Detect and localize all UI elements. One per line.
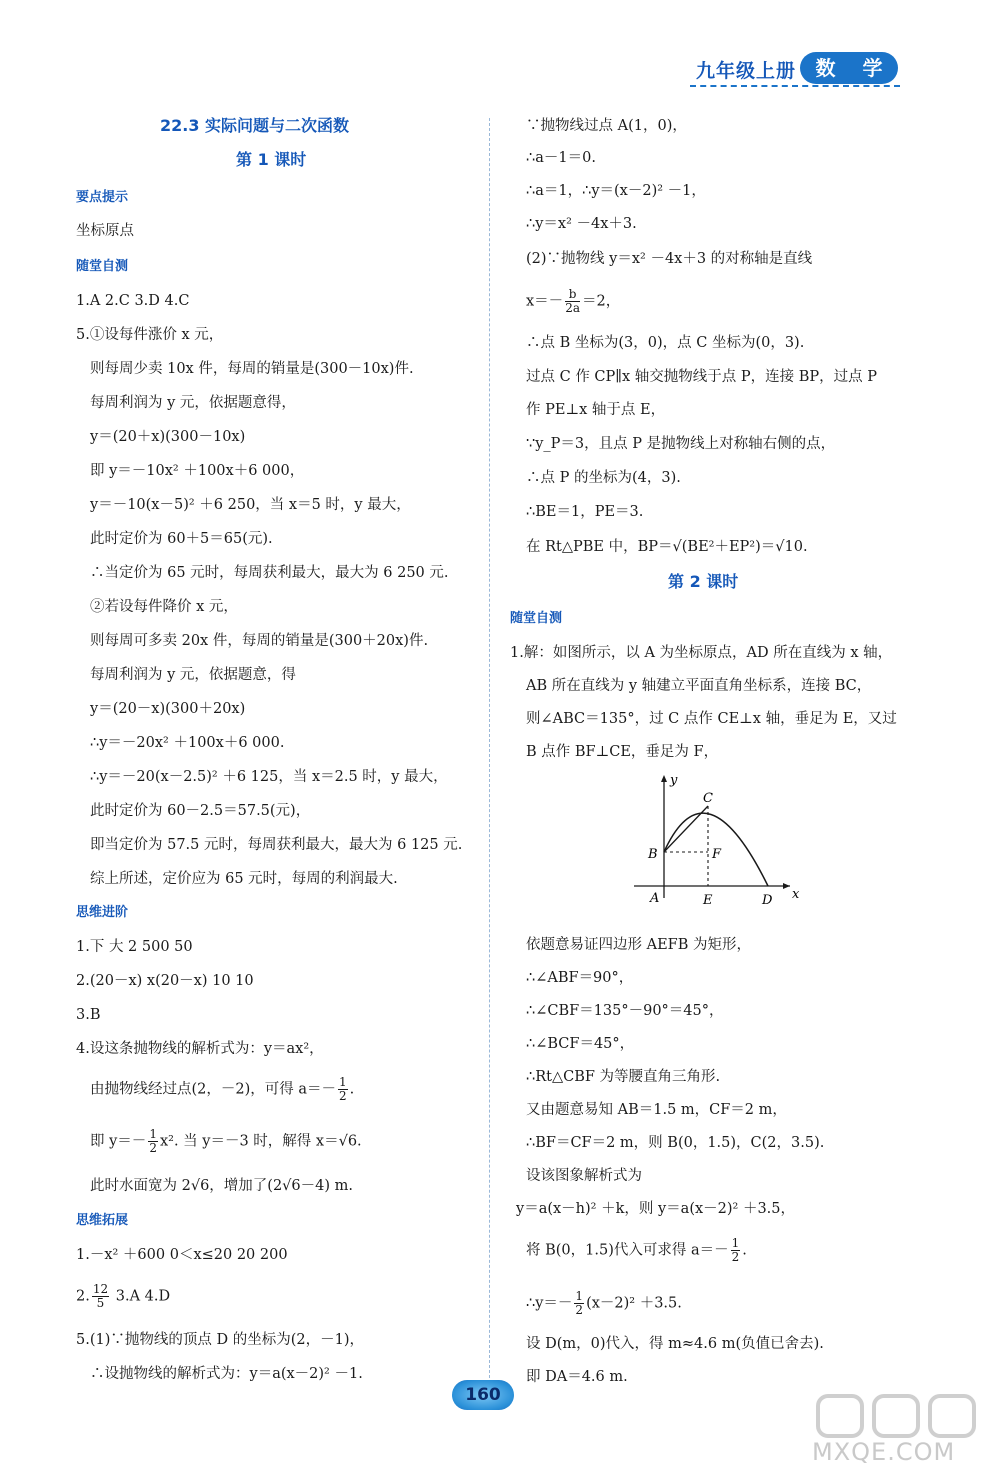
answer-line: 则每周少卖 10x 件，每周的销量是(300－10x)件.: [90, 361, 414, 377]
label-c: C: [703, 791, 713, 806]
heading-key-points: 要点提示: [76, 190, 129, 205]
key-points-answer: 坐标原点: [76, 223, 134, 239]
answer-line: AB 所在直线为 y 轴建立平面直角坐标系，连接 BC，: [526, 678, 872, 694]
answer-line: ∴BE＝1，PE＝3.: [526, 504, 644, 520]
heading-self-test-2: 随堂自测: [510, 611, 563, 626]
answer-line: y＝a(x－h)² ＋k，则 y＝a(x－2)² ＋3.5，: [516, 1201, 796, 1217]
page-number: 160: [452, 1380, 514, 1410]
fraction: $\frac{1}{2}$: [149, 1127, 157, 1155]
answer-line: 在 Rt△PBE 中，BP＝√(BE²＋EP²)＝√10.: [526, 539, 808, 555]
answer-line: 即 y＝－10x² ＋100x＋6 000，: [90, 463, 305, 479]
answer-line: y＝(20－x)(300＋20x): [90, 701, 246, 717]
answer-line: 即当定价为 57.5 元时，每周获利最大，最大为 6 125 元.: [90, 837, 463, 853]
label-d: D: [762, 893, 773, 908]
label-y: y: [670, 773, 678, 788]
answer-line: 2. $\frac{12}{5}$ 3.A 4.D: [76, 1282, 171, 1310]
answer-line: (2)∵抛物线 y＝x² －4x＋3 的对称轴是直线: [526, 251, 813, 267]
subject-badge: 数 学: [800, 52, 898, 84]
header-underline: [690, 85, 900, 87]
answer-line: 设该图象解析式为: [526, 1168, 642, 1184]
answer-line: ∴∠BCF＝45°，: [526, 1036, 635, 1052]
answer-line: 此时定价为 60＋5＝65(元).: [90, 531, 273, 547]
answer-line: ∴∠CBF＝135°－90°＝45°，: [526, 1003, 724, 1019]
section-title: 22.3 实际问题与二次函数: [160, 116, 350, 135]
answer-line: ∴当定价为 65 元时，每周获利最大，最大为 6 250 元.: [90, 565, 449, 581]
answer-line: 此时水面宽为 2√6，增加了(2√6－4) m.: [90, 1178, 353, 1194]
label-b: B: [648, 847, 658, 862]
answer-line: 由抛物线经过点(2，－2)，可得 a＝－ $\frac{1}{2}$ .: [90, 1075, 355, 1103]
lesson-1-title: 第 1 课时: [236, 150, 307, 169]
answer-line: ∴设抛物线的解析式为：y＝a(x－2)² －1.: [90, 1366, 363, 1382]
answer-line: ∴y＝－ $\frac{1}{2}$ (x－2)² ＋3.5.: [526, 1289, 682, 1317]
answer-line: x＝－ $\frac{b}{2a}$ ＝2，: [526, 287, 621, 315]
answer-line: 5.①设每件涨价 x 元，: [76, 327, 224, 343]
answer-line: ∵y_P＝3，且点 P 是抛物线上对称轴右侧的点，: [526, 436, 836, 452]
answer-line: ∴点 B 坐标为(3，0)，点 C 坐标为(0，3).: [526, 335, 805, 351]
grade-label: 九年级上册: [696, 60, 797, 82]
answer-line: ∴Rt△CBF 为等腰直角三角形.: [526, 1069, 721, 1085]
parabola-figure: [620, 770, 800, 910]
fraction: $\frac{b}{2a}$: [565, 287, 580, 315]
label-e: E: [703, 893, 713, 908]
answer-line: 每周利润为 y 元，依据题意得，: [90, 395, 296, 411]
x-axis-arrow: [783, 883, 790, 889]
answer-line: y＝－10(x－5)² ＋6 250，当 x＝5 时，y 最大，: [90, 497, 411, 513]
y-axis-arrow: [661, 775, 667, 782]
answer-line: ∴y＝－20(x－2.5)² ＋6 125，当 x＝2.5 时，y 最大，: [90, 769, 448, 785]
answer-line: ∵抛物线过点 A(1，0)，: [526, 118, 687, 134]
column-divider: [489, 118, 490, 1378]
answer-line: 1.－x² ＋600 0＜x≤20 20 200: [76, 1247, 288, 1263]
answer-line: 4.设这条抛物线的解析式为：y＝ax²，: [76, 1041, 324, 1057]
answer-line: 过点 C 作 CP∥x 轴交抛物线于点 P，连接 BP，过点 P: [526, 369, 878, 385]
answer-line: 则每周可多卖 20x 件，每周的销量是(300＋20x)件.: [90, 633, 429, 649]
answer-line: 此时定价为 60－2.5＝57.5(元)，: [90, 803, 311, 819]
answer-line: ∴y＝－20x² ＋100x＋6 000.: [90, 735, 285, 751]
watermark-logo: [812, 1390, 982, 1440]
answer-line: B 点作 BF⊥CE，垂足为 F，: [526, 744, 719, 760]
watermark-text: MXQE.COM: [812, 1438, 956, 1466]
fraction: $\frac{1}{2}$: [339, 1075, 347, 1103]
answer-line: 即 DA＝4.6 m.: [526, 1369, 628, 1385]
segment-bc: [664, 806, 708, 852]
heading-self-test: 随堂自测: [76, 259, 129, 274]
answer-line: 2.(20－x) x(20－x) 10 10: [76, 973, 254, 989]
answer-line: 依题意易证四边形 AEFB 为矩形，: [526, 937, 751, 953]
answer-line: ∴y＝x² －4x＋3.: [526, 216, 637, 232]
answer-line: ∴a＝1，∴y＝(x－2)² －1，: [526, 183, 706, 199]
label-x: x: [792, 887, 800, 902]
answer-line: ∴a－1＝0.: [526, 150, 596, 166]
answer-line: ∴∠ABF＝90°，: [526, 970, 634, 986]
lesson-2-title: 第 2 课时: [668, 572, 739, 591]
label-f: F: [712, 847, 722, 862]
answer-line: 每周利润为 y 元，依据题意，得: [90, 667, 296, 683]
answer-line: 设 D(m，0)代入，得 m≈4.6 m(负值已舍去).: [526, 1336, 824, 1352]
label-a: A: [650, 891, 660, 906]
answer-line: 综上所述，定价应为 65 元时，每周的利润最大.: [90, 871, 398, 887]
fraction: $\frac{1}{2}$: [731, 1236, 740, 1264]
answer-line: ∴BF＝CF＝2 m，则 B(0，1.5)，C(2，3.5).: [526, 1135, 825, 1151]
answer-line: 1.下 大 2 500 50: [76, 939, 193, 955]
answer-line: 即 y＝－ $\frac{1}{2}$ x². 当 y＝－3 时，解得 x＝√6.: [90, 1127, 362, 1155]
heading-thinking-advance: 思维进阶: [76, 905, 129, 920]
answer-line: 5.(1)∵抛物线的顶点 D 的坐标为(2，－1)，: [76, 1332, 364, 1348]
answer-line: 3.B: [76, 1007, 101, 1023]
answer-line: 将 B(0，1.5)代入可求得 a＝－ $\frac{1}{2}$ .: [526, 1236, 747, 1264]
answer-line: 则∠ABC＝135°，过 C 点作 CE⊥x 轴，垂足为 E，又过: [526, 711, 897, 727]
answer-line: ②若设每件降价 x 元，: [90, 599, 238, 615]
answer-line: y＝(20＋x)(300－10x): [90, 429, 246, 445]
answer-line: ∴点 P 的坐标为(4，3).: [526, 470, 681, 486]
answer-line: 又由题意易知 AB＝1.5 m，CF＝2 m，: [526, 1102, 787, 1118]
answer-line: 作 PE⊥x 轴于点 E，: [526, 402, 666, 418]
answer-line: 1.解：如图所示，以 A 为坐标原点，AD 所在直线为 x 轴，: [510, 645, 893, 661]
fraction: $\frac{12}{5}$: [92, 1282, 109, 1310]
answer-line: 1.A 2.C 3.D 4.C: [76, 293, 190, 309]
fraction: $\frac{1}{2}$: [575, 1289, 584, 1317]
heading-thinking-extension: 思维拓展: [76, 1213, 129, 1228]
